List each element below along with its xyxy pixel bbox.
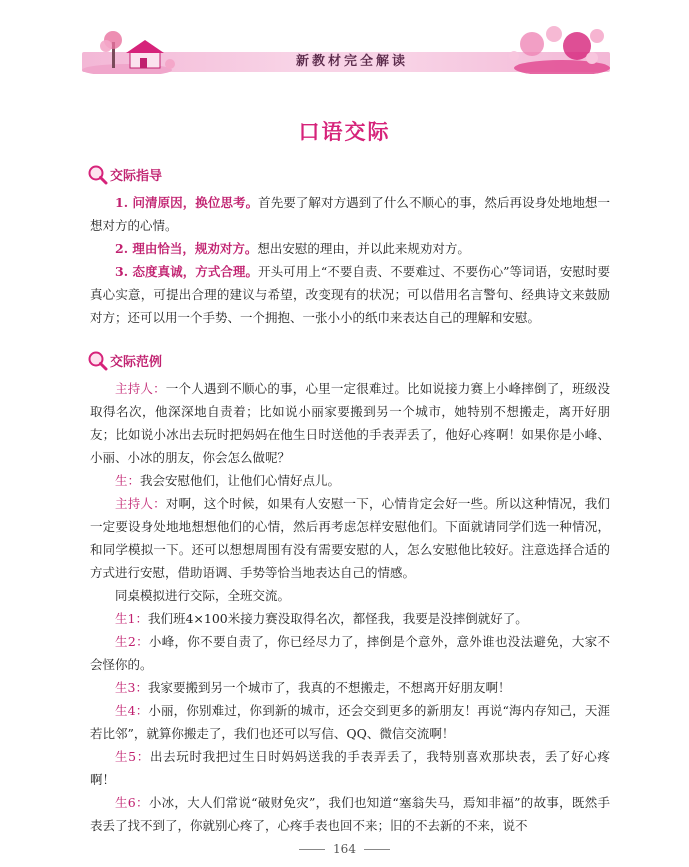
dialogue-paragraph [90,492,610,584]
book-series-title: 新教材完全解读 [295,54,408,69]
footer-dash [299,849,325,850]
section-heading-example [86,349,162,371]
dialogue-paragraph [90,745,610,791]
speaker-label: 生5： [115,749,150,764]
house-tree-illustration-icon [82,18,182,74]
dialogue-text: 同桌模拟进行交际，全班交流。 [115,588,291,603]
guidance-item-lead: 2. 理由恰当，规劝对方。 [115,241,258,256]
speaker-label: 主持人： [115,496,166,511]
page-number: 164 [333,842,356,856]
speaker-label: 生6： [115,795,149,810]
dialogue-paragraph [90,676,610,699]
dialogue-text: 小丽，你别难过，你到新的城市，还会交到更多的新朋友！再说“海内存知己，天涯若比邻”，就算你搬走了，我们也还可以写信、QQ、微信交流啊！ [90,703,610,741]
section-heading-guidance [86,163,162,185]
dialogue-paragraph [90,377,610,469]
magnifier-icon [86,349,108,371]
dialogue-paragraph [90,630,610,676]
speaker-label: 生4： [115,703,149,718]
guidance-item [90,237,610,260]
dialogue-paragraph [90,469,610,492]
dialogue-paragraph [90,791,610,837]
dialogue-paragraph [90,607,610,630]
footer-dash [364,849,390,850]
guidance-item [90,260,610,329]
page-header [82,18,610,74]
magnifier-icon [86,163,108,185]
dialogue-paragraph [90,584,610,607]
guidance-item-lead: 1. 问清原因，换位思考。 [115,195,259,210]
guidance-item-lead: 3. 态度真诚，方式合理。 [115,264,259,279]
guidance-item [90,191,610,237]
guidance-item-text: 想出安慰的理由，并以此来规劝对方。 [257,241,470,256]
dialogue-text: 我家要搬到另一个城市了，我真的不想搬走，不想离开好朋友啊！ [147,680,511,695]
guidance-item-text: 开头可用上“不要自责、不要难过、不要伤心”等词语，安慰时要真心实意，可提出合理的建议与希望，改变现有的状况；可以借用名言警句、经典诗文来鼓励对方；还可以用一个手势、一个拥抱、一张小小的纸巾来表达自己的理解和安慰。 [90,264,610,325]
dialogue-text: 出去玩时我把过生日时妈妈送我的手表弄丢了，我特别喜欢那块表，丢了好心疼啊！ [90,749,610,787]
speaker-label: 生3： [115,680,148,695]
dialogue-paragraph [90,699,610,745]
speaker-label: 生： [115,473,141,488]
dialogue-text: 小峰，你不要自责了，你已经尽力了，摔倒是个意外，意外谁也没法避免，大家不会怪你的。 [90,634,610,672]
section-heading-label: 交际指导 [110,168,163,184]
dialogue-text: 一个人遇到不顺心的事，心里一定很难过。比如说接力赛上小峰摔倒了，班级没取得名次，他深深地自责着；比如说小丽家要搬到另一个城市，她特别不想搬走，离开好朋友；比如说小冰出去玩时把妈妈在他生日时送他的手表弄丢了，他好心疼啊！如果你是小峰、小丽、小冰的朋友，你会怎么做呢？ [90,381,610,465]
speaker-label: 主持人： [115,381,166,396]
section-heading-label: 交际范例 [110,354,163,370]
page-footer [0,842,689,856]
bubbles-illustration-icon [492,18,610,74]
dialogue-text: 小冰，大人们常说“破财免灾”，我们也知道“塞翁失马，焉知非福”的故事，既然手表丢了找不到了，你就别心疼了，心疼手表也回不来；旧的不去新的不来，说不 [90,795,610,833]
guidance-item-text: 首先要了解对方遇到了什么不顺心的事，然后再设身处地地想一想对方的心情。 [90,195,610,233]
dialogue-text: 对啊，这个时候，如果有人安慰一下，心情肯定会好一些。所以这种情况，我们一定要设身处地地想想他们的心情，然后再考虑怎样安慰他们。下面就请同学们选一种情况，和同学模拟一下。还可以想想周围有没有需要安慰的人，怎么安慰他比较好。注意选择合适的方式进行安慰，借助语调、手势等恰当地表达自己的情感。 [90,496,610,580]
page-title: 口语交际 [298,119,391,144]
dialogue-text: 我们班4×100米接力赛没取得名次，都怪我，我要是没摔倒就好了。 [147,611,528,626]
speaker-label: 生1： [115,611,148,626]
speaker-label: 生2： [115,634,149,649]
dialogue-text: 我会安慰他们，让他们心情好点儿。 [140,473,341,488]
